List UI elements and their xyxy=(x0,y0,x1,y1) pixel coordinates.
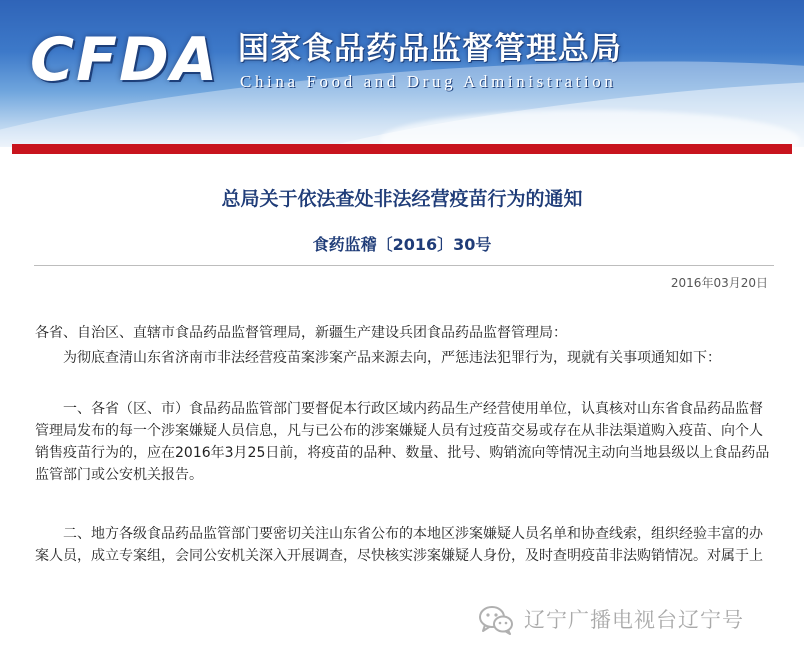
notice-title: 总局关于依法查处非法经营疫苗行为的通知 xyxy=(221,188,583,210)
red-divider-bar xyxy=(12,144,792,154)
wechat-icon xyxy=(478,605,514,635)
salutation: 各省、自治区、直辖市食品药品监督管理局，新疆生产建设兵团食品药品监督管理局： xyxy=(35,325,567,341)
paragraph-two: 二、地方各级食品药品监管部门要密切关注山东省公布的本地区涉案嫌疑人员名单和协查线索，组织经验丰富的办案人员，成立专案组，会同公安机关深入开展调查，尽快核实涉案嫌疑人身份，及时查明疫苗非法购销情况。对属于上 xyxy=(35,526,763,564)
cfda-logo: CFDA xyxy=(30,25,220,95)
intro-paragraph: 为彻底查清山东省济南市非法经营疫苗案涉案产品来源去向，严惩违法犯罪行为，现就有关事项通知如下： xyxy=(63,350,721,366)
agency-name-chinese: 国家食品药品监督管理总局 xyxy=(238,31,622,67)
title-divider xyxy=(34,265,774,266)
agency-name-english: China Food and Drug Administration xyxy=(240,72,617,91)
header-banner xyxy=(0,0,804,147)
publish-date: 2016年03月20日 xyxy=(670,276,768,290)
document-number: 食药监稽〔2016〕30号 xyxy=(312,235,492,254)
paragraph-one: 一、各省（区、市）食品药品监管部门要督促本行政区域内药品生产经营使用单位，认真核对山东省食品药品监督管理局发布的每一个涉案嫌疑人员信息，凡与已公布的涉案嫌疑人员有过疫苗交易或存在从非法渠道购入疫苗、向个人销售疫苗行为的，应在2016年3月25日前，将疫苗的品种、数量、批号、购销流向等情况主动向当地县级以上食品药品监管部门或公安机关报告。 xyxy=(35,401,770,483)
wechat-watermark xyxy=(478,605,744,635)
watermark-text: 辽宁广播电视台辽宁号 xyxy=(524,607,744,632)
